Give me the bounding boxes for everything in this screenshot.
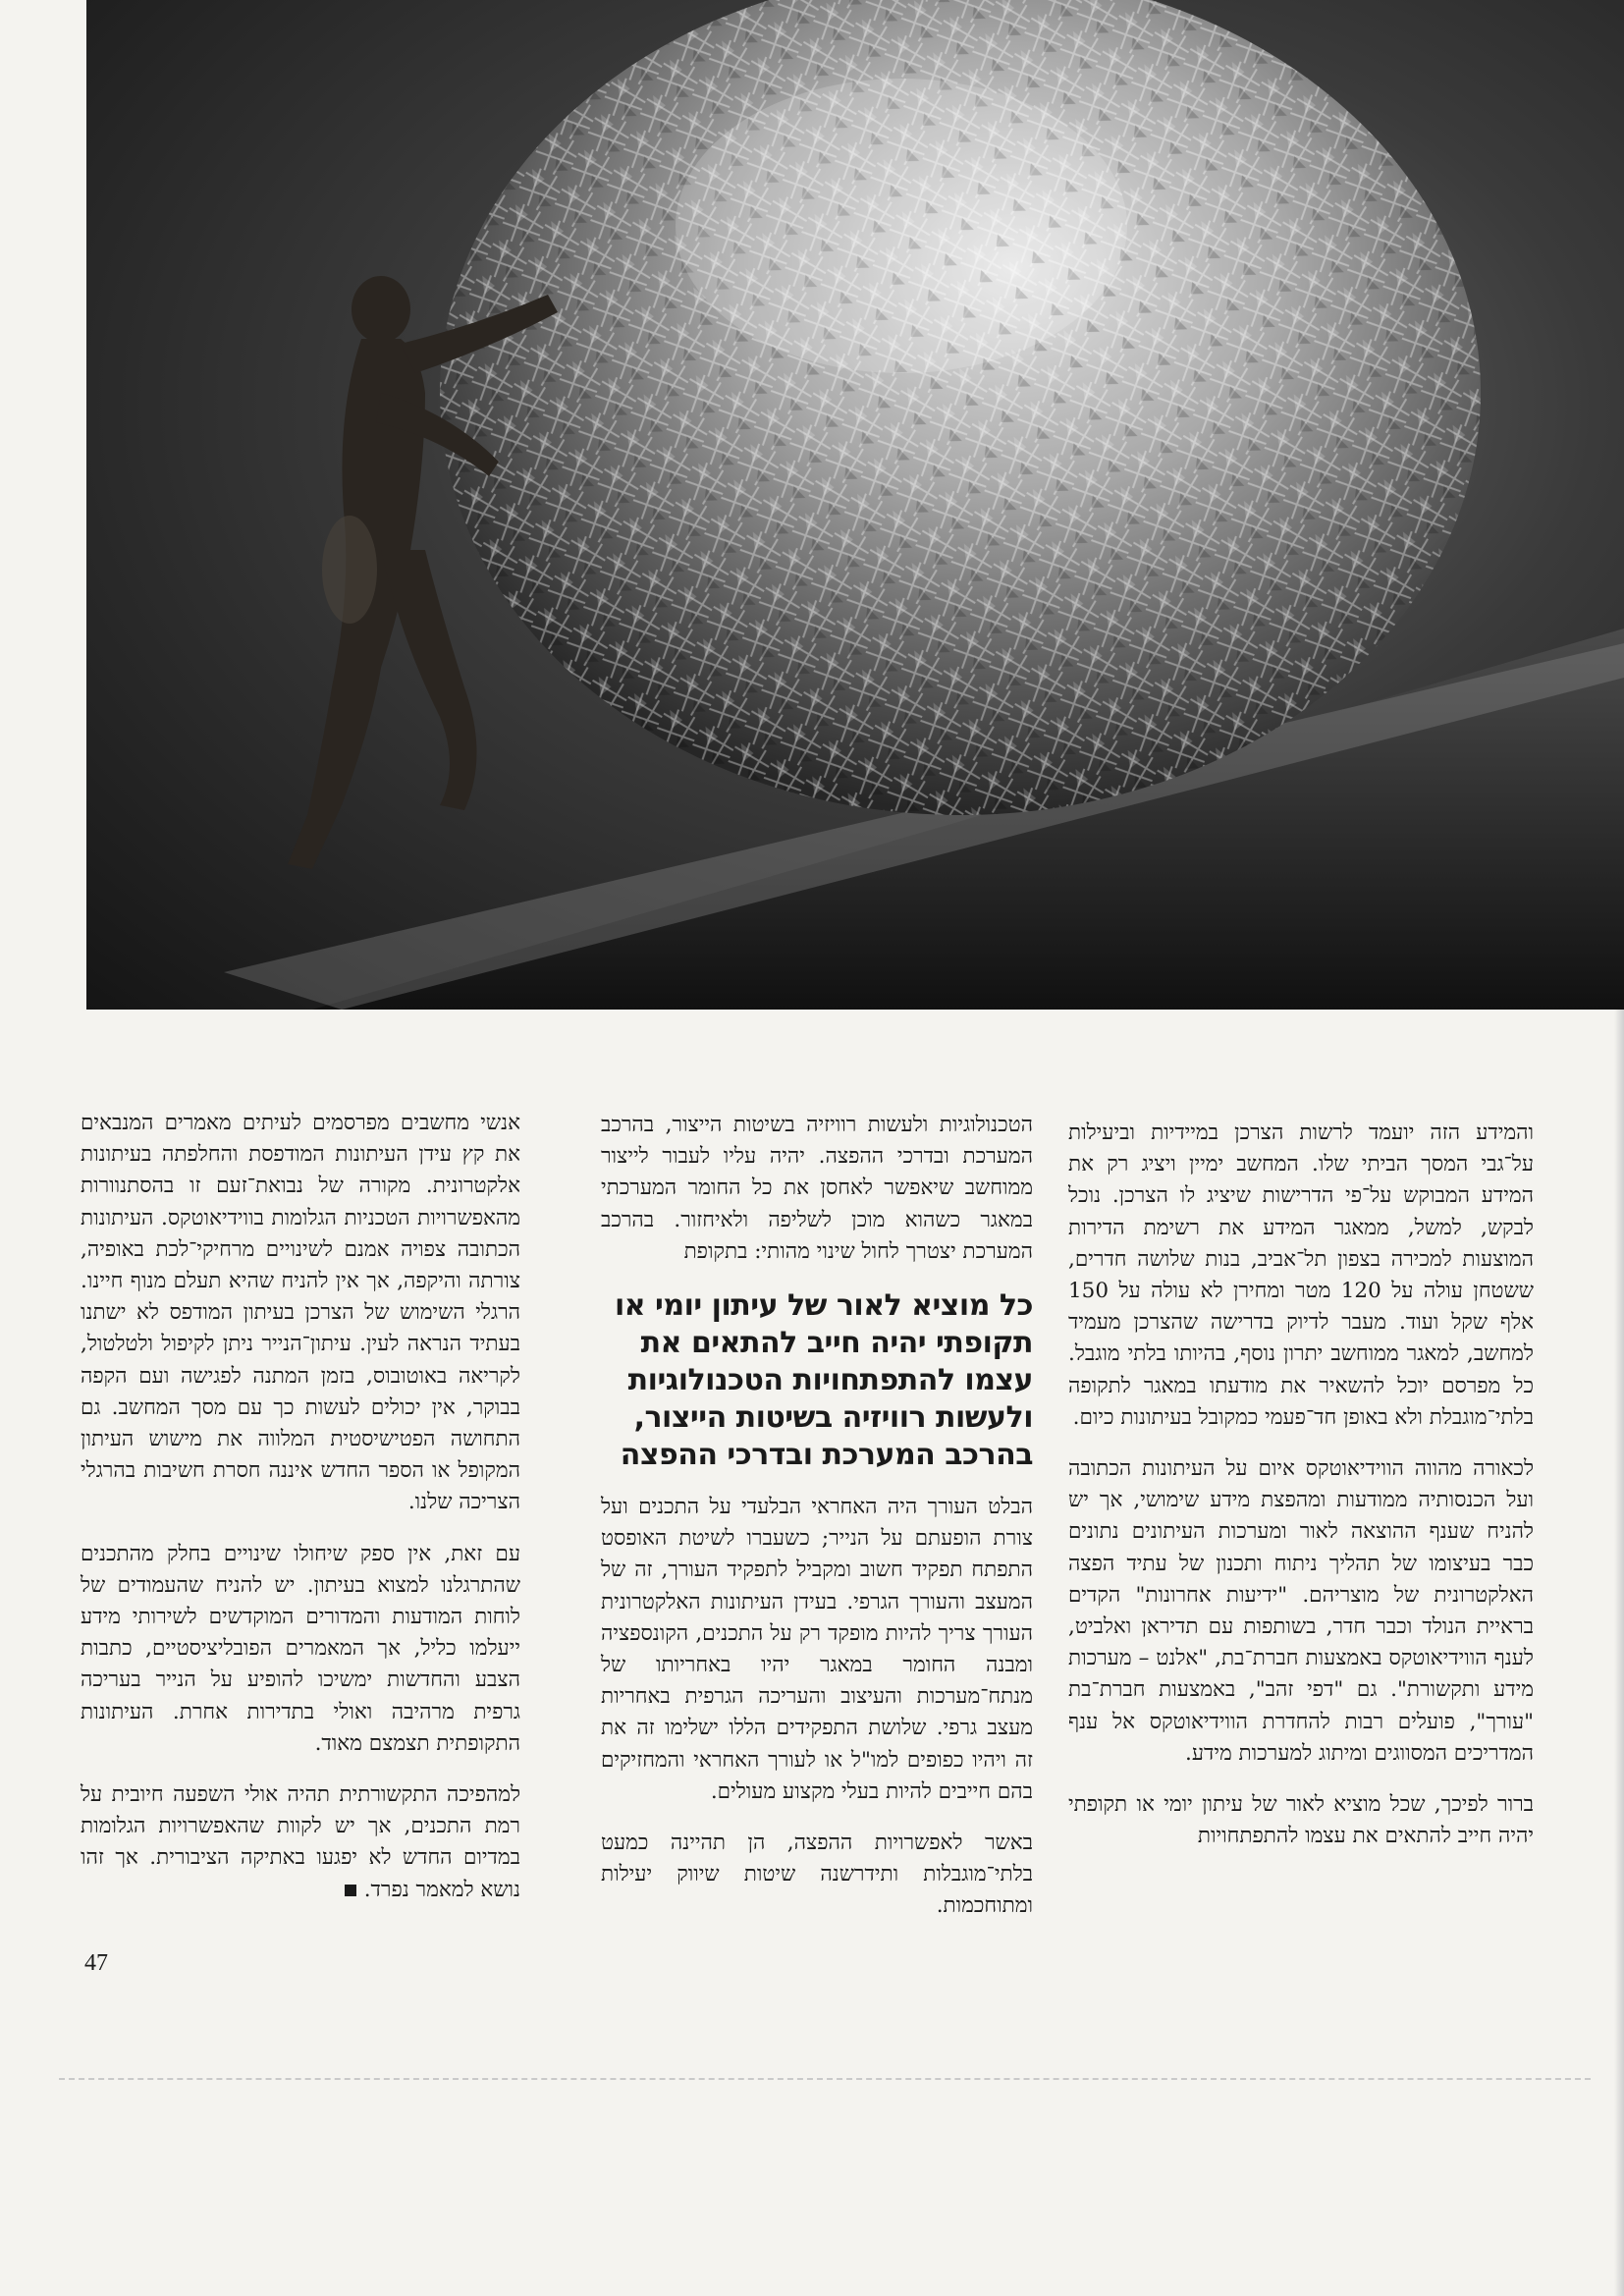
- article-column-middle: [601, 1110, 1033, 1942]
- paragraph: [81, 1779, 520, 1906]
- footer-divider: [59, 2078, 1591, 2080]
- paragraph: אנשי מחשבים מפרסמים לעיתים מאמרים המנבאים את קץ עידן העיתונות המודפסת והחלפתה בעיתונות אלקטרונית. מקורה של נבואת־זעם זו בהסתנוורות מהאפשרויות הטכניות הגלומות בווידיאוטקס. העיתונות הכתובה צפויה אמנם לשינויים מרחיקי־לכת באופיה, צורתה והיקפה, אך אין להניח שהיא תעלם מנוף חיינו. הרגלי השימוש של הצרכן בעיתון המודפס לא ישתנו בעתיד הנראה לעין. עיתון־הנייר ניתן לקיפול ולטלטול, לקריאה באוטובוס, בזמן המתנה לפגישה ועם הקפה בבוקר, אין יכולים לעשות כך עם מסך המחשב. גם התחושה הפטישיסטית המלווה את מישוש העיתון המקופל או הספר החדש איננה חסרת חשיבות בהרגלי הצריכה שלנו.: [81, 1111, 520, 1515]
- page-edge-shadow: [1614, 1010, 1624, 2296]
- paragraph: באשר לאפשרויות ההפצה, הן תהיינה כמעט בלתי־מוגבלות ותידרשנה שיטות שיווק יעילות ומתוחכמות.: [601, 1831, 1033, 1919]
- paragraph: והמידע הזה יועמד לרשות הצרכן במיידיות וביעילות על־גבי המסך הביתי שלו. המחשב ימיין ויציג רק את המידע המבוקש על־פי הדרישות שיציג לו הצרכן. נוכל לבקש, למשל, ממאגר המידע את רשימת הדירות המוצעות למכירה בצפון תל־אביב, בנות שלושה חדרים, ששטחן עולה על 120 מטר ומחירן לא עולה על 150 אלף שקל ועוד. מעבר לדיוק בדרישה שהצרכן מעמיד למחשב, למאגר ממוחשב יתרון נוסף, בהיותו בלתי מוגבל. כל מפרסם יוכל להשאיר את מודעתו במאגר לתקופה בלתי־מוגבלת ולא באופן חד־פעמי כמקובל בעיתונות כיום.: [1068, 1121, 1534, 1430]
- paper-ball: [440, 0, 1481, 815]
- sisyphus-paper-ball-illustration: [86, 0, 1624, 1010]
- end-of-article-mark: [345, 1885, 356, 1896]
- page-number: 47: [84, 1950, 108, 1976]
- paragraph: הבלט העורך היה האחראי הבלעדי על התכנים ועל צורת הופעתם על הנייר; כשעברו לשיטת האופסט התפתח תפקיד חשוב ומקביל לתפקיד העורך, זה של המעצב והעורך הגרפי. בעידן העיתונות האלקטרונית העורך צריך להיות מופקד רק על התכנים, הקונספציה ומבנה החומר במאגר יהיו באחריותו של מנתח־מערכות והעיצוב והעריכה הגרפית באחריות מעצב גרפי. שלושת התפקידים הללו ישלימו זה את זה ויהיו כפופים למו"ל או לעורך האחראי והמחזיקים בהם חייבים להיות בעלי מקצוע מעולים.: [601, 1495, 1033, 1804]
- article-photo: [86, 0, 1624, 1010]
- pull-quote: כל מוציא לאור של עיתון יומי או תקופתי יהיה חייב להתאים את עצמו להתפתחויות הטכנולוגיות ולעשות רוויזיה בשיטות הייצור, בהרכב המערכת ובדרכי ההפצה: [614, 1288, 1033, 1473]
- paragraph: עם זאת, אין ספק שיחולו שינויים בחלק מהתכנים שהתרגלנו למצוא בעיתון. יש להניח שהעמודים של לוחות המודעות והמדורים המוקדשים לשירותי מידע ייעלמו כליל, אך המאמרים הפובליציסטיים, כתבות הצבע והחדשות ימשיכו להופיע על הנייר בעריכה גרפית מרהיבה ואולי בתדירות אחרת. העיתונות התקופתית תצמצם מאוד.: [81, 1541, 520, 1756]
- paragraph: ברור לפיכך, שכל מוציא לאור של עיתון יומי או תקופתי יהיה חייב להתאים את עצמו להתפתחויות: [1068, 1792, 1534, 1849]
- paragraph-text: למהפיכה התקשורתית תהיה אולי השפעה חיובית על רמת התכנים, אך יש לקוות שהאפשרויות הגלומות במדיום החדש לא יפגעו באתיקה הציבורית. אך זהו נושא למאמר נפרד.: [81, 1782, 520, 1902]
- article-column-left: [81, 1108, 520, 1926]
- article-column-right: [1068, 1118, 1534, 1872]
- paragraph: לכאורה מהווה הווידיאוטקס איום על העיתונות הכתובה ועל הכנסותיה ממודעות ומהפצת מידע שימושי, אך יש להניח שענף ההוצאה לאור ומערכות העיתונים נתונים כבר בעיצומו של תהליך ניתוח ותכנון של עתיד הפצה האלקטרונית של מוצריהם. "ידיעות אחרונות" הקדים בראיית הנולד וכבר חדר, בשותפות עם תדיראן ואלביט, לענף הווידיאוטקס באמצעות חברת־בת, "אלנט – מערכות מידע ותקשורת". גם "דפי זהב", באמצעות חברת־בת "עורך", פועלים רבות להחדרת הווידיאוטקס אל ענף המדריכים המסווגים ומיתוג למערכות מידע.: [1068, 1456, 1534, 1766]
- paragraph: הטכנולוגיות ולעשות רוויזיה בשיטות הייצור, בהרכב המערכת ובדרכי ההפצה. יהיה עליו לעבור לייצור ממוחשב שיאפשר לאחסן את כל החומר המערכתי במאגר כשהוא מוכן לשליפה ולאיחזור. בהרכב המערכת יצטרך לחול שינוי מהותי: בתקופת: [601, 1113, 1033, 1264]
